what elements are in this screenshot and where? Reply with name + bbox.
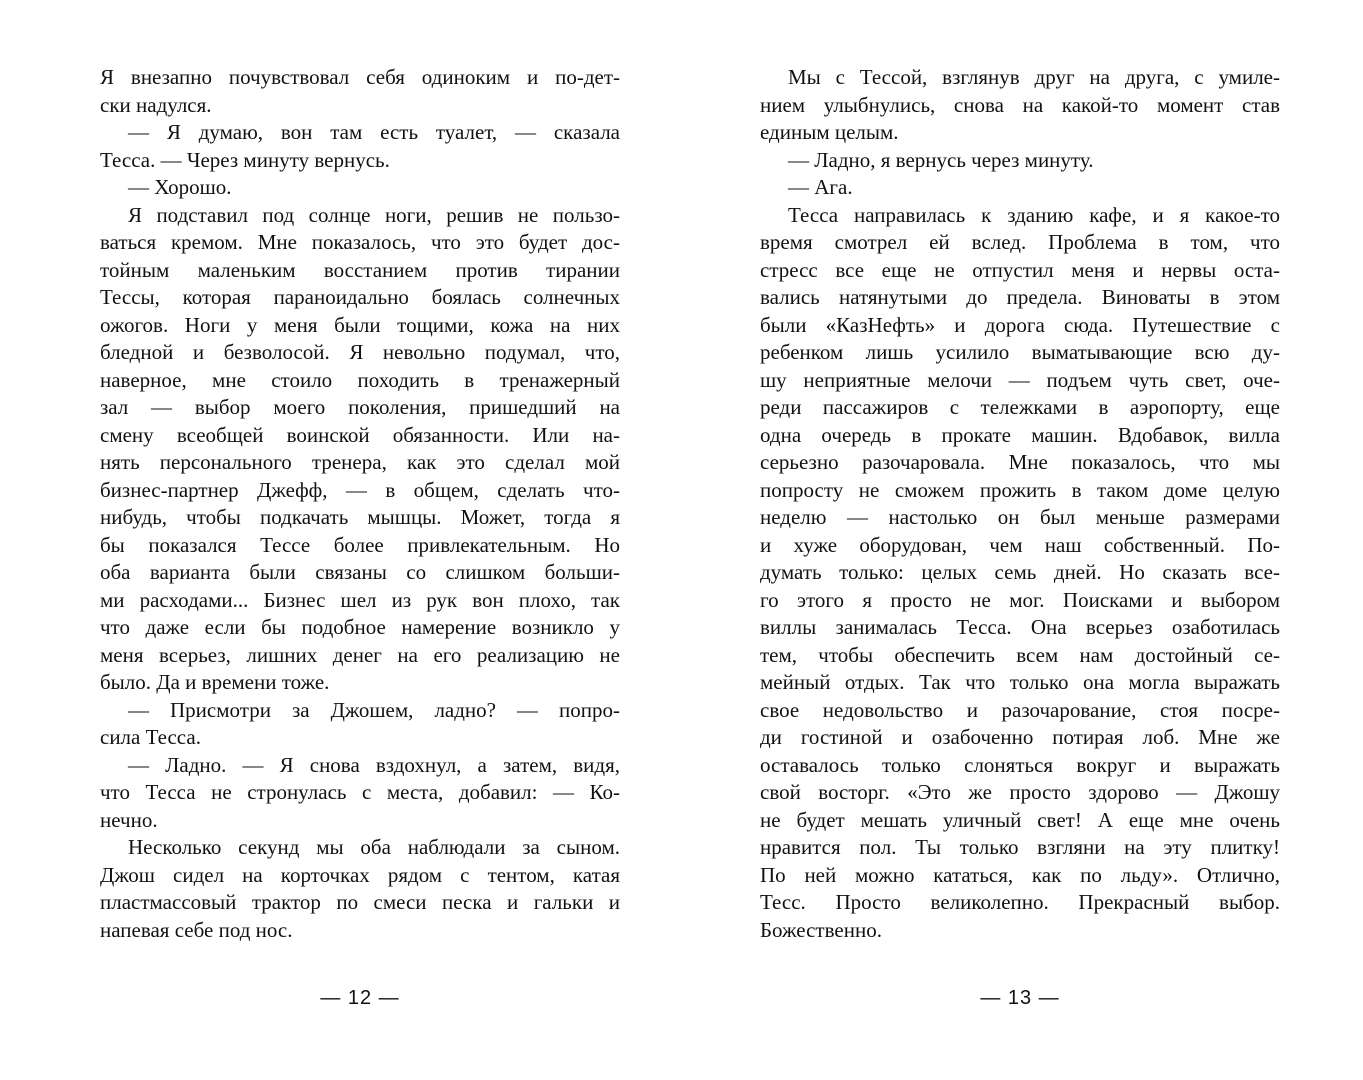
text-line: реди пассажиров с тележками в аэропорту, еще: [760, 395, 1280, 419]
text-line: нять персонального тренера, как это сделал мой: [100, 450, 620, 474]
text-line: ваться кремом. Мне показалось, что это будет дос-: [100, 230, 620, 254]
text-line: — Ага.: [788, 175, 853, 199]
text-line: ребенком лишь усилило выматывающие всю ду-: [760, 340, 1280, 364]
text-line: — Ладно. — Я снова вздохнул, а затем, видя,: [128, 752, 620, 777]
text-line: вались натянутыми до предела. Виноваты в этом: [760, 285, 1280, 309]
text-line: единым целым.: [760, 120, 899, 144]
text-line: виллы занималась Тесса. Она всерьез озаботилась: [760, 615, 1280, 639]
text-line: По ней можно кататься, как по льду». Отлично,: [760, 862, 1280, 887]
text-line: одна очередь в прокате машин. Вдобавок, вилла: [760, 422, 1280, 447]
text-line: оба варианта были связаны со слишком больши-: [100, 560, 620, 584]
text-line: попросту не сможем прожить в таком доме целую: [760, 477, 1280, 502]
text-line: Тессы, которая параноидально боялась солнечных: [100, 285, 620, 309]
text-line: — Я думаю, вон там есть туалет, — сказала: [128, 120, 620, 144]
text-line: пластмассовый трактор по смеси песка и гальки и: [100, 890, 620, 914]
right-page-number: — 13 —: [980, 987, 1060, 1009]
text-line: бы показался Тессе более привлекательным. Но: [100, 532, 620, 557]
text-line: бледной и безволосой. Я невольно подумал, что,: [100, 340, 620, 364]
text-line: наверное, мне стоило походить в тренажерный: [100, 367, 620, 392]
text-line: нием улыбнулись, снова на какой-то момент став: [760, 92, 1280, 117]
text-line: бизнес-партнер Джефф, — в общем, сделать что-: [100, 477, 620, 502]
text-line: думать только: целых семь дней. Но сказать все-: [760, 560, 1280, 584]
text-line: — Присмотри за Джошем, ладно? — попро-: [128, 697, 620, 722]
text-line: сила Тесса.: [100, 725, 201, 749]
text-line: время смотрел ей вслед. Проблема в том, что: [760, 230, 1280, 254]
text-line: Божественно.: [760, 917, 882, 942]
text-line: — Ладно, я вернусь через минуту.: [788, 147, 1094, 172]
text-line: ски надулся.: [100, 92, 212, 117]
text-line: не будет мешать уличный свет! А еще мне очень: [760, 807, 1280, 832]
text-line: Несколько секунд мы оба наблюдали за сыном.: [128, 835, 620, 859]
text-line: го этого я просто не мог. Поисками и выбором: [760, 587, 1280, 612]
right-page: [760, 64, 1280, 1024]
text-line: Я внезапно почувствовал себя одиноким и по-дет-: [100, 65, 620, 89]
text-line: свое недовольство и разочарование, стоя посре-: [760, 697, 1280, 722]
left-page: [100, 64, 620, 1024]
text-line: и хуже оборудован, чем наш собственный. По-: [760, 532, 1280, 557]
text-line: шу неприятные мелочи — подъем чуть свет, оче-: [760, 367, 1280, 392]
left-page-text: [100, 64, 620, 944]
text-line: тойным маленьким восстанием против тирании: [100, 257, 620, 282]
text-line: ми расходами... Бизнес шел из рук вон плохо, так: [100, 587, 620, 612]
text-line: Тесса. — Через минуту вернусь.: [100, 147, 390, 172]
text-line: нечно.: [100, 807, 158, 832]
text-line: зал — выбор моего поколения, пришедший на: [100, 395, 620, 419]
left-page-number: — 12 —: [320, 987, 400, 1009]
text-line: что Тесса не стронулась с места, добавил: — Ко-: [100, 780, 620, 804]
text-line: неделю — настолько он был меньше размерами: [760, 505, 1280, 529]
text-line: нравится пол. Ты только взгляни на эту плитку!: [760, 835, 1280, 859]
text-line: ди гостиной и озабоченно потирая лоб. Мне же: [760, 725, 1280, 749]
text-line: Мы с Тессой, взглянув друг на друга, с умиле-: [788, 65, 1280, 89]
text-line: — Хорошо.: [128, 175, 232, 199]
text-line: ожогов. Ноги у меня были тощими, кожа на них: [100, 312, 620, 337]
text-line: было. Да и времени тоже.: [100, 670, 330, 694]
text-line: напевая себе под нос.: [100, 917, 293, 942]
text-line: были «КазНефть» и дорога сюда. Путешествие с: [760, 312, 1280, 337]
text-line: стресс все еще не отпустил меня и нервы оста-: [760, 257, 1280, 282]
text-line: серьезно разочаровала. Мне показалось, что мы: [760, 450, 1280, 474]
text-line: меня всерьез, лишних денег на его реализацию не: [100, 642, 620, 667]
text-line: оставалось только слоняться вокруг и выражать: [760, 752, 1280, 777]
text-line: смену всеобщей воинской обязанности. Или на-: [100, 422, 620, 447]
right-page-text: [760, 64, 1280, 944]
text-line: что даже если бы подобное намерение возникло у: [100, 615, 620, 639]
text-line: нибудь, чтобы подкачать мышцы. Может, тогда я: [100, 505, 620, 529]
text-line: Джош сидел на корточках рядом с тентом, катая: [100, 862, 620, 887]
text-line: тем, чтобы обеспечить всем нам достойный се-: [760, 642, 1280, 667]
text-line: свой восторг. «Это же просто здорово — Джошу: [760, 780, 1280, 804]
text-line: Тесс. Просто великолепно. Прекрасный выбор.: [760, 890, 1280, 914]
text-line: мейный отдых. Так что только она могла выражать: [760, 670, 1280, 694]
text-line: Тесса направилась к зданию кафе, и я какое-то: [788, 202, 1280, 227]
text-line: Я подставил под солнце ноги, решив не пользо-: [128, 202, 620, 227]
